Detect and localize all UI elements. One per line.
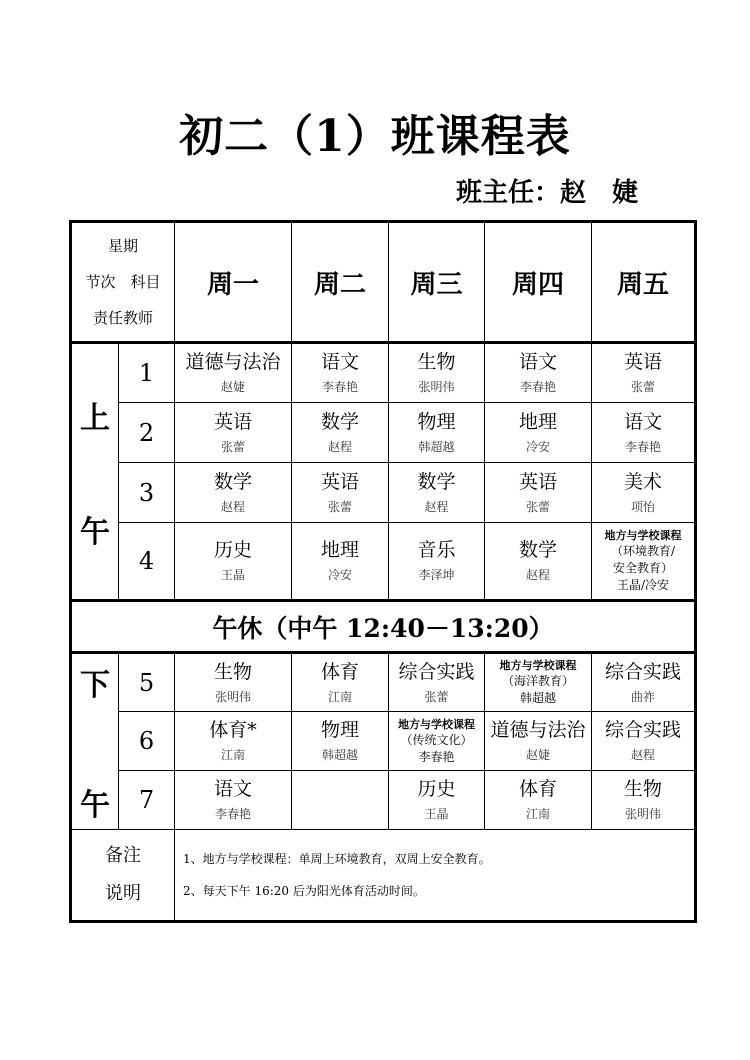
morning-char: 上 [80, 400, 110, 436]
teacher: 李春艳 [520, 380, 557, 394]
teacher: 王晶 [424, 807, 449, 821]
header-period-subject: 节次 科目 [85, 273, 161, 291]
teacher: 张蕾 [221, 439, 246, 454]
subject: 综合实践 [605, 660, 682, 683]
teacher: 冷安 [526, 439, 551, 454]
subject: 地方与学校课程 [398, 717, 476, 731]
subject: 语文 [321, 351, 360, 373]
period-number: 2 [119, 403, 175, 463]
class-cell [175, 463, 292, 523]
subject: 物理 [321, 719, 360, 741]
class-cell [389, 653, 485, 712]
teacher: 张蕾 [424, 689, 449, 704]
teacher: 赵程 [221, 499, 246, 514]
teacher: 韩超越 [418, 439, 455, 454]
noon-break: 午休（中午 12:40－13:20） [71, 601, 696, 653]
class-cell [592, 523, 696, 601]
remarks-label-line: 说明 [105, 883, 141, 904]
teacher: 李春艳 [322, 380, 359, 394]
teacher: 江南 [221, 748, 246, 762]
subject: 美术 [624, 470, 663, 493]
subject: 英语 [519, 470, 558, 493]
class-cell [292, 343, 389, 403]
class-cell [485, 523, 592, 601]
period-number: 5 [119, 653, 175, 712]
subject: 数学 [417, 470, 456, 493]
subject: 综合实践 [605, 719, 682, 741]
class-cell [485, 712, 592, 771]
teacher: 赵婕 [221, 380, 246, 394]
subject: 综合实践 [398, 660, 475, 683]
morning-char: 午 [80, 514, 110, 550]
period-number: 1 [119, 343, 175, 403]
class-cell [485, 463, 592, 523]
class-cell [389, 771, 485, 830]
day-header: 周三 [389, 222, 485, 343]
subject: 地理 [519, 410, 558, 433]
afternoon-char: 下 [80, 667, 110, 703]
teacher: 项怡 [631, 499, 656, 514]
teacher: 李春艳 [418, 749, 455, 764]
teacher: 赵程 [424, 499, 449, 514]
class-cell [175, 343, 292, 403]
subject: 英语 [321, 470, 360, 493]
teacher: 张蕾 [328, 499, 353, 514]
subject: 数学 [519, 539, 558, 561]
subject: 体育* [209, 719, 257, 741]
schedule-row [71, 343, 696, 403]
teacher: 赵程 [526, 568, 551, 582]
teacher: 李泽坤 [418, 568, 455, 582]
remarks-line: 1、地方与学校课程：单周上环境教育，双周上安全教育。 [183, 852, 491, 866]
class-cell [592, 771, 696, 830]
subject: 生物 [417, 351, 456, 373]
teacher: 江南 [328, 689, 353, 704]
period-number: 7 [119, 771, 175, 830]
teacher: 李春艳 [625, 439, 662, 454]
teacher: 赵程 [328, 439, 353, 454]
period-number: 6 [119, 712, 175, 771]
course-note: （传统文化） [400, 732, 473, 747]
class-teacher: 班主任：赵 婕 [455, 178, 638, 208]
subject: 数学 [214, 470, 253, 493]
class-cell [292, 523, 389, 601]
schedule-row [71, 463, 696, 523]
subject: 地方与学校课程 [604, 529, 682, 542]
subject: 生物 [624, 778, 663, 800]
subject: 体育 [321, 660, 360, 683]
teacher: 韩超越 [520, 691, 557, 705]
class-cell [175, 403, 292, 463]
class-cell [292, 463, 389, 523]
teacher: 冷安 [328, 568, 353, 582]
class-cell [485, 771, 592, 830]
class-cell [389, 463, 485, 523]
schedule-table [69, 220, 697, 923]
course-note: （环境教育/ 安全教育） [610, 544, 676, 575]
schedule-row [71, 523, 696, 601]
class-cell [389, 403, 485, 463]
schedule-row [71, 712, 696, 771]
subject: 物理 [417, 410, 456, 433]
day-header: 周一 [175, 222, 292, 343]
subject: 历史 [214, 539, 253, 561]
class-cell [592, 403, 696, 463]
teacher: 李春艳 [215, 807, 252, 821]
teacher: 张蕾 [631, 380, 656, 394]
subject: 语文 [519, 351, 558, 373]
class-cell [592, 653, 696, 712]
subject: 音乐 [417, 539, 456, 561]
morning-label [71, 343, 119, 601]
class-cell [175, 712, 292, 771]
schedule-row [71, 403, 696, 463]
schedule-row [71, 653, 696, 712]
course-note: （海洋教育） [502, 674, 575, 688]
period-number: 3 [119, 463, 175, 523]
teacher: 王晶 [221, 568, 246, 582]
teacher: 曲祚 [631, 689, 656, 704]
corner-header [71, 222, 175, 343]
teacher: 韩超越 [322, 748, 359, 762]
class-cell [175, 771, 292, 830]
subject: 英语 [214, 410, 253, 433]
teacher: 张明伟 [625, 807, 662, 821]
remarks-label-line: 备注 [105, 845, 141, 866]
header-week: 星期 [108, 237, 139, 255]
schedule-row [71, 771, 696, 830]
day-header: 周二 [292, 222, 389, 343]
subject: 地方与学校课程 [499, 659, 577, 672]
class-cell [175, 523, 292, 601]
subject: 语文 [214, 778, 253, 800]
remarks-label [71, 830, 175, 922]
subject: 历史 [417, 778, 456, 800]
remarks-line: 2、每天下午 16:20 后为阳光体育活动时间。 [183, 884, 425, 898]
subject: 地理 [321, 539, 360, 561]
day-header: 周五 [592, 222, 696, 343]
teacher: 王晶/冷安 [616, 578, 670, 592]
header-teacher: 责任教师 [93, 309, 154, 327]
class-cell [485, 343, 592, 403]
subject: 体育 [519, 778, 558, 800]
subject: 英语 [624, 351, 663, 373]
class-cell [292, 771, 389, 830]
day-header: 周四 [485, 222, 592, 343]
teacher: 江南 [526, 807, 551, 821]
class-cell [389, 523, 485, 601]
subject: 数学 [321, 410, 360, 433]
class-cell [292, 403, 389, 463]
teacher: 赵婕 [526, 748, 551, 762]
class-cell [389, 343, 485, 403]
class-cell [292, 653, 389, 712]
class-cell [592, 463, 696, 523]
class-cell [175, 653, 292, 712]
page-title: 初二（1）班课程表 [179, 111, 571, 162]
subject: 道德与法治 [490, 719, 586, 741]
afternoon-char: 午 [80, 787, 110, 823]
class-cell [485, 653, 592, 712]
afternoon-label [71, 653, 119, 830]
teacher: 张明伟 [418, 380, 455, 394]
class-cell [592, 343, 696, 403]
teacher: 张明伟 [215, 689, 252, 704]
subject: 生物 [214, 660, 253, 683]
class-cell [592, 712, 696, 771]
teacher: 赵程 [631, 748, 656, 762]
period-number: 4 [119, 523, 175, 601]
teacher: 张蕾 [526, 499, 551, 514]
subject: 语文 [624, 410, 663, 433]
subject: 道德与法治 [185, 351, 281, 373]
class-cell [389, 712, 485, 771]
class-cell [292, 712, 389, 771]
remarks-text [175, 830, 696, 922]
class-cell [485, 403, 592, 463]
